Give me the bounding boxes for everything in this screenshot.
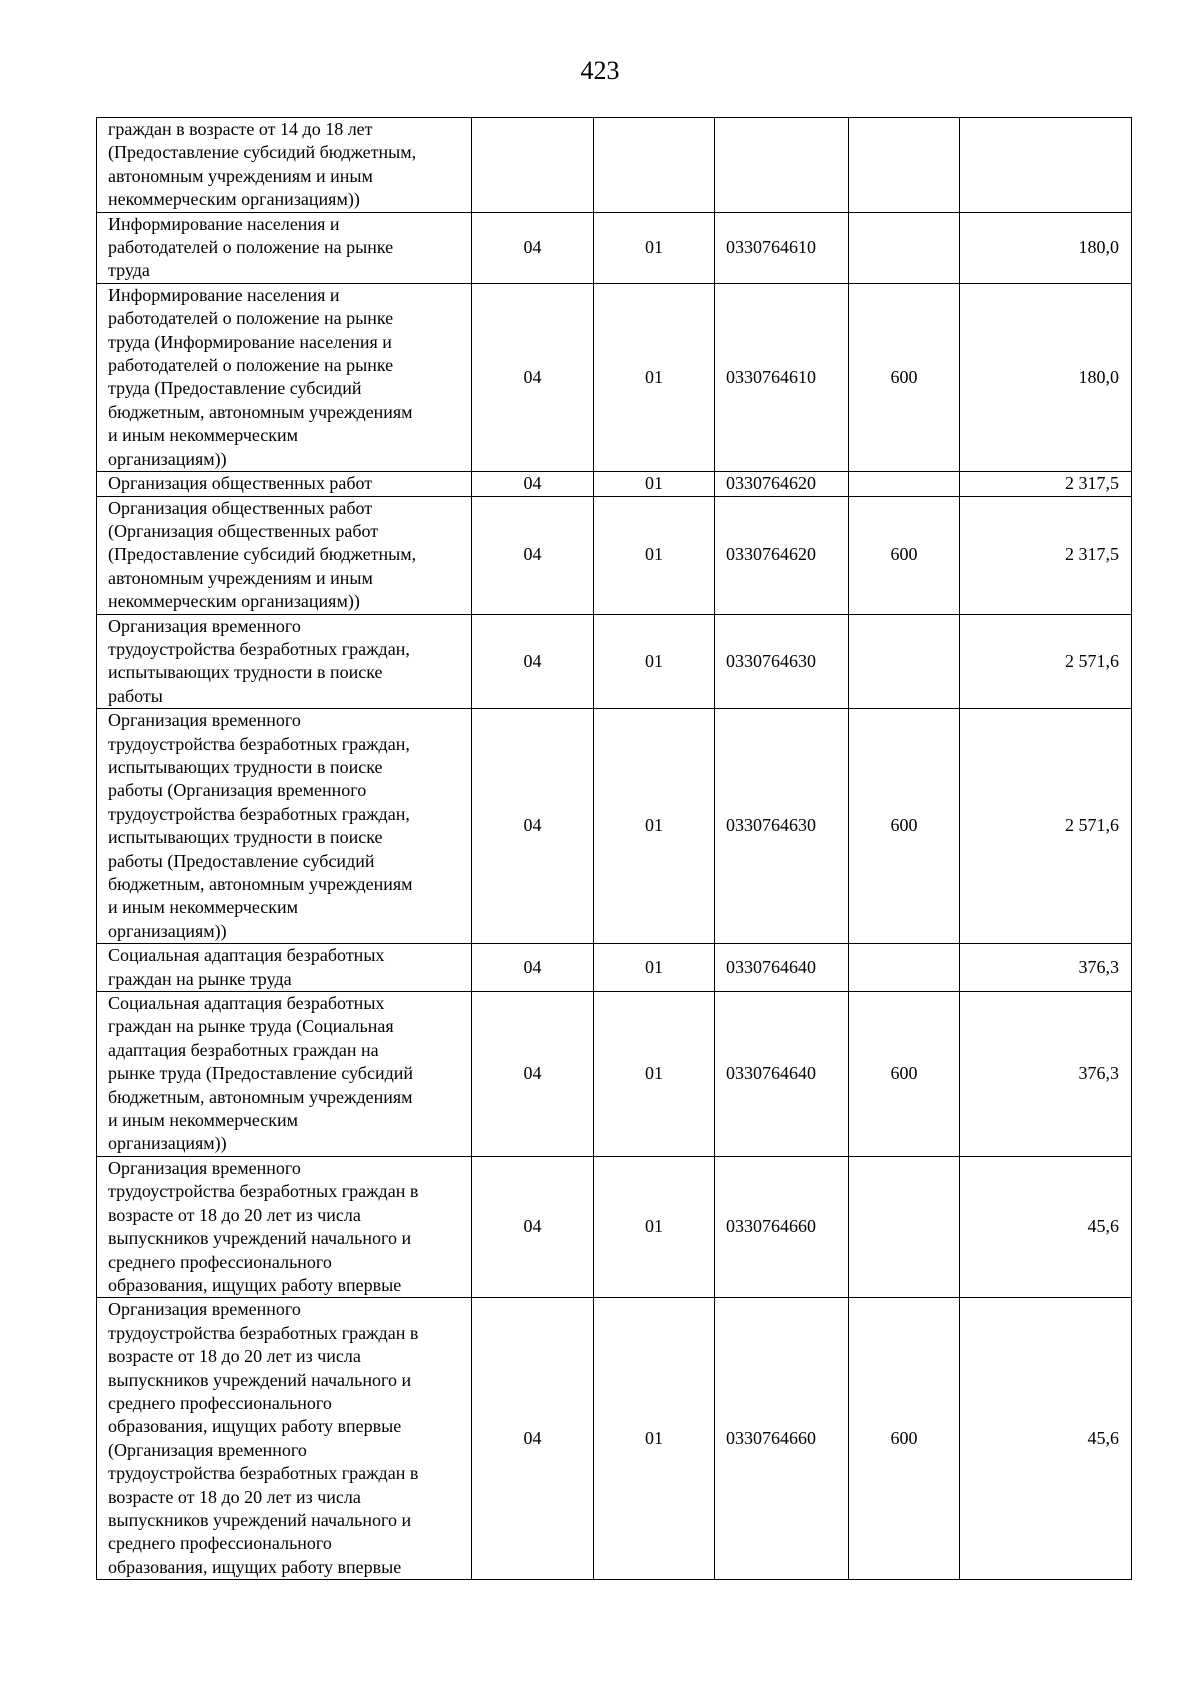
cell-name-line: автономным учреждениям и иным	[108, 567, 373, 588]
cell-name	[97, 992, 472, 1157]
cell-name	[97, 212, 472, 283]
cell-expense-type	[849, 1156, 960, 1297]
cell-subsection: 01	[594, 212, 715, 283]
cell-subsection: 01	[594, 992, 715, 1157]
cell-name-line: среднего профессионального	[108, 1251, 332, 1272]
cell-name-line: Организация временного	[108, 710, 301, 731]
cell-name-line: испытывающих трудности в поиске	[108, 827, 383, 848]
table-row	[97, 118, 1132, 213]
cell-name-line: Организация временного	[108, 615, 301, 636]
table-row	[97, 709, 1132, 944]
cell-amount	[960, 118, 1132, 213]
cell-expense-type	[849, 944, 960, 992]
table-row	[97, 992, 1132, 1157]
cell-section: 04	[472, 614, 594, 709]
cell-amount: 2 317,5	[960, 496, 1132, 614]
cell-target-article: 0330764640	[715, 944, 849, 992]
cell-subsection: 01	[594, 709, 715, 944]
cell-name-line: бюджетным, автономным учреждениям	[108, 874, 413, 894]
cell-expense-type	[849, 212, 960, 283]
cell-subsection	[594, 118, 715, 213]
cell-subsection: 01	[594, 1156, 715, 1297]
cell-target-article: 0330764610	[715, 283, 849, 471]
cell-name-line: труда (Предоставление субсидий	[108, 378, 362, 399]
cell-name-line: работы	[108, 685, 163, 706]
cell-name-line: среднего профессионального	[108, 1392, 332, 1413]
cell-section: 04	[472, 496, 594, 614]
budget-table	[96, 117, 1132, 1580]
cell-expense-type	[849, 614, 960, 709]
cell-expense-type: 600	[849, 283, 960, 471]
cell-name-line: возрасте от 18 до 20 лет из числа	[108, 1204, 361, 1225]
cell-target-article: 0330764660	[715, 1156, 849, 1297]
cell-name	[97, 614, 472, 709]
table-row	[97, 496, 1132, 614]
table-row	[97, 614, 1132, 709]
cell-name-line: трудоустройства безработных граждан,	[108, 803, 410, 824]
cell-name-line: трудоустройства безработных граждан в	[108, 1322, 419, 1343]
cell-name-line: и иным некоммерческим	[108, 1110, 299, 1131]
cell-target-article: 0330764630	[715, 614, 849, 709]
cell-amount: 376,3	[960, 944, 1132, 992]
cell-name-line: работодателей о положение на рынке	[108, 237, 394, 258]
cell-name-line: работы (Организация временного	[108, 780, 367, 801]
cell-section: 04	[472, 944, 594, 992]
cell-name-line: трудоустройства безработных граждан,	[108, 733, 410, 754]
cell-name-line: трудоустройства безработных граждан,	[108, 638, 410, 659]
page-number: 423	[580, 56, 620, 85]
cell-subsection: 01	[594, 496, 715, 614]
cell-name-line: рынке труда (Предоставление субсидий	[108, 1063, 413, 1084]
cell-name-line: образования, ищущих работу впервые	[108, 1274, 402, 1295]
cell-name-line: Организация общественных работ	[108, 473, 373, 494]
cell-name-line: адаптация безработных граждан на	[108, 1039, 379, 1060]
cell-name-line: организациям))	[108, 920, 227, 941]
cell-name-line: граждан на рынке труда (Социальная	[108, 1016, 394, 1037]
cell-subsection: 01	[594, 614, 715, 709]
cell-name-line: испытывающих трудности в поиске	[108, 756, 383, 777]
cell-target-article: 0330764620	[715, 472, 849, 496]
table-row	[97, 283, 1132, 471]
cell-section: 04	[472, 1298, 594, 1580]
cell-amount: 2 317,5	[960, 472, 1132, 496]
table-row	[97, 472, 1132, 496]
cell-amount: 45,6	[960, 1298, 1132, 1580]
budget-table-body	[97, 118, 1132, 1580]
cell-name-line: труда	[108, 260, 150, 281]
cell-name-line: бюджетным, автономным учреждениям	[108, 1086, 413, 1107]
cell-subsection: 01	[594, 472, 715, 496]
cell-name	[97, 283, 472, 471]
cell-section: 04	[472, 212, 594, 283]
cell-name-line: Социальная адаптация безработных	[108, 993, 385, 1014]
cell-name-line: выпускников учреждений начального и	[108, 1509, 412, 1530]
cell-section: 04	[472, 283, 594, 471]
table-row	[97, 944, 1132, 992]
cell-name	[97, 1298, 472, 1580]
cell-name-line: образования, ищущих работу впервые	[108, 1416, 402, 1437]
cell-target-article: 0330764620	[715, 496, 849, 614]
cell-name-line: труда (Информирование населения и	[108, 331, 392, 352]
cell-subsection: 01	[594, 1298, 715, 1580]
cell-name-line: образования, ищущих работу впервые	[108, 1556, 402, 1577]
cell-target-article: 0330764610	[715, 212, 849, 283]
cell-name-line: Организация общественных работ	[108, 497, 373, 518]
cell-name-line: и иным некоммерческим	[108, 425, 299, 446]
cell-name-line: некоммерческим организациям))	[108, 189, 360, 210]
cell-subsection: 01	[594, 944, 715, 992]
cell-amount: 180,0	[960, 212, 1132, 283]
table-row	[97, 1298, 1132, 1580]
cell-amount: 2 571,6	[960, 614, 1132, 709]
cell-name	[97, 496, 472, 614]
cell-name-line: организациям))	[108, 448, 227, 469]
cell-name-line: работы (Предоставление субсидий	[108, 850, 375, 871]
cell-name-line: возрасте от 18 до 20 лет из числа	[108, 1486, 361, 1507]
cell-name-line: организациям))	[108, 1133, 227, 1154]
cell-name-line: выпускников учреждений начального и	[108, 1369, 412, 1390]
cell-name-line: (Организация временного	[108, 1439, 307, 1460]
cell-section: 04	[472, 992, 594, 1157]
cell-name-line: Информирование населения и	[108, 284, 340, 305]
table-row	[97, 1156, 1132, 1297]
cell-name-line: Социальная адаптация безработных	[108, 945, 385, 966]
cell-name-line: Информирование населения и	[108, 213, 340, 234]
cell-target-article	[715, 118, 849, 213]
cell-section	[472, 118, 594, 213]
cell-name-line: Организация временного	[108, 1157, 301, 1178]
table-row	[97, 212, 1132, 283]
cell-name-line: работодателей о положение на рынке	[108, 355, 394, 376]
cell-target-article: 0330764660	[715, 1298, 849, 1580]
cell-expense-type	[849, 472, 960, 496]
cell-name	[97, 118, 472, 213]
cell-name-line: Организация временного	[108, 1299, 301, 1320]
cell-name-line: (Предоставление субсидий бюджетным,	[108, 544, 417, 565]
cell-name-line: (Предоставление субсидий бюджетным,	[108, 142, 417, 163]
cell-amount: 2 571,6	[960, 709, 1132, 944]
cell-amount: 45,6	[960, 1156, 1132, 1297]
cell-name-line: трудоустройства безработных граждан в	[108, 1181, 419, 1202]
cell-target-article: 0330764630	[715, 709, 849, 944]
cell-name	[97, 944, 472, 992]
cell-name-line: испытывающих трудности в поиске	[108, 662, 383, 683]
cell-section: 04	[472, 1156, 594, 1297]
cell-name-line: (Организация общественных работ	[108, 520, 379, 541]
cell-name-line: автономным учреждениям и иным	[108, 165, 373, 186]
cell-expense-type: 600	[849, 1298, 960, 1580]
cell-amount: 376,3	[960, 992, 1132, 1157]
cell-amount: 180,0	[960, 283, 1132, 471]
cell-name-line: выпускников учреждений начального и	[108, 1228, 412, 1249]
cell-name-line: бюджетным, автономным учреждениям	[108, 401, 413, 422]
cell-expense-type: 600	[849, 992, 960, 1157]
cell-name-line: и иным некоммерческим	[108, 897, 299, 918]
cell-name	[97, 709, 472, 944]
cell-name	[97, 472, 472, 496]
cell-name-line: возрасте от 18 до 20 лет из числа	[108, 1346, 361, 1367]
cell-expense-type	[849, 118, 960, 213]
cell-name	[97, 1156, 472, 1297]
cell-section: 04	[472, 709, 594, 944]
cell-name-line: трудоустройства безработных граждан в	[108, 1463, 419, 1484]
cell-subsection: 01	[594, 283, 715, 471]
cell-name-line: граждан на рынке труда	[108, 968, 292, 989]
cell-name-line: граждан в возрасте от 14 до 18 лет	[108, 119, 373, 139]
cell-target-article: 0330764640	[715, 992, 849, 1157]
cell-expense-type: 600	[849, 709, 960, 944]
cell-name-line: некоммерческим организациям))	[108, 591, 360, 612]
cell-section: 04	[472, 472, 594, 496]
cell-name-line: работодателей о положение на рынке	[108, 308, 394, 329]
cell-name-line: среднего профессионального	[108, 1533, 332, 1554]
cell-expense-type: 600	[849, 496, 960, 614]
